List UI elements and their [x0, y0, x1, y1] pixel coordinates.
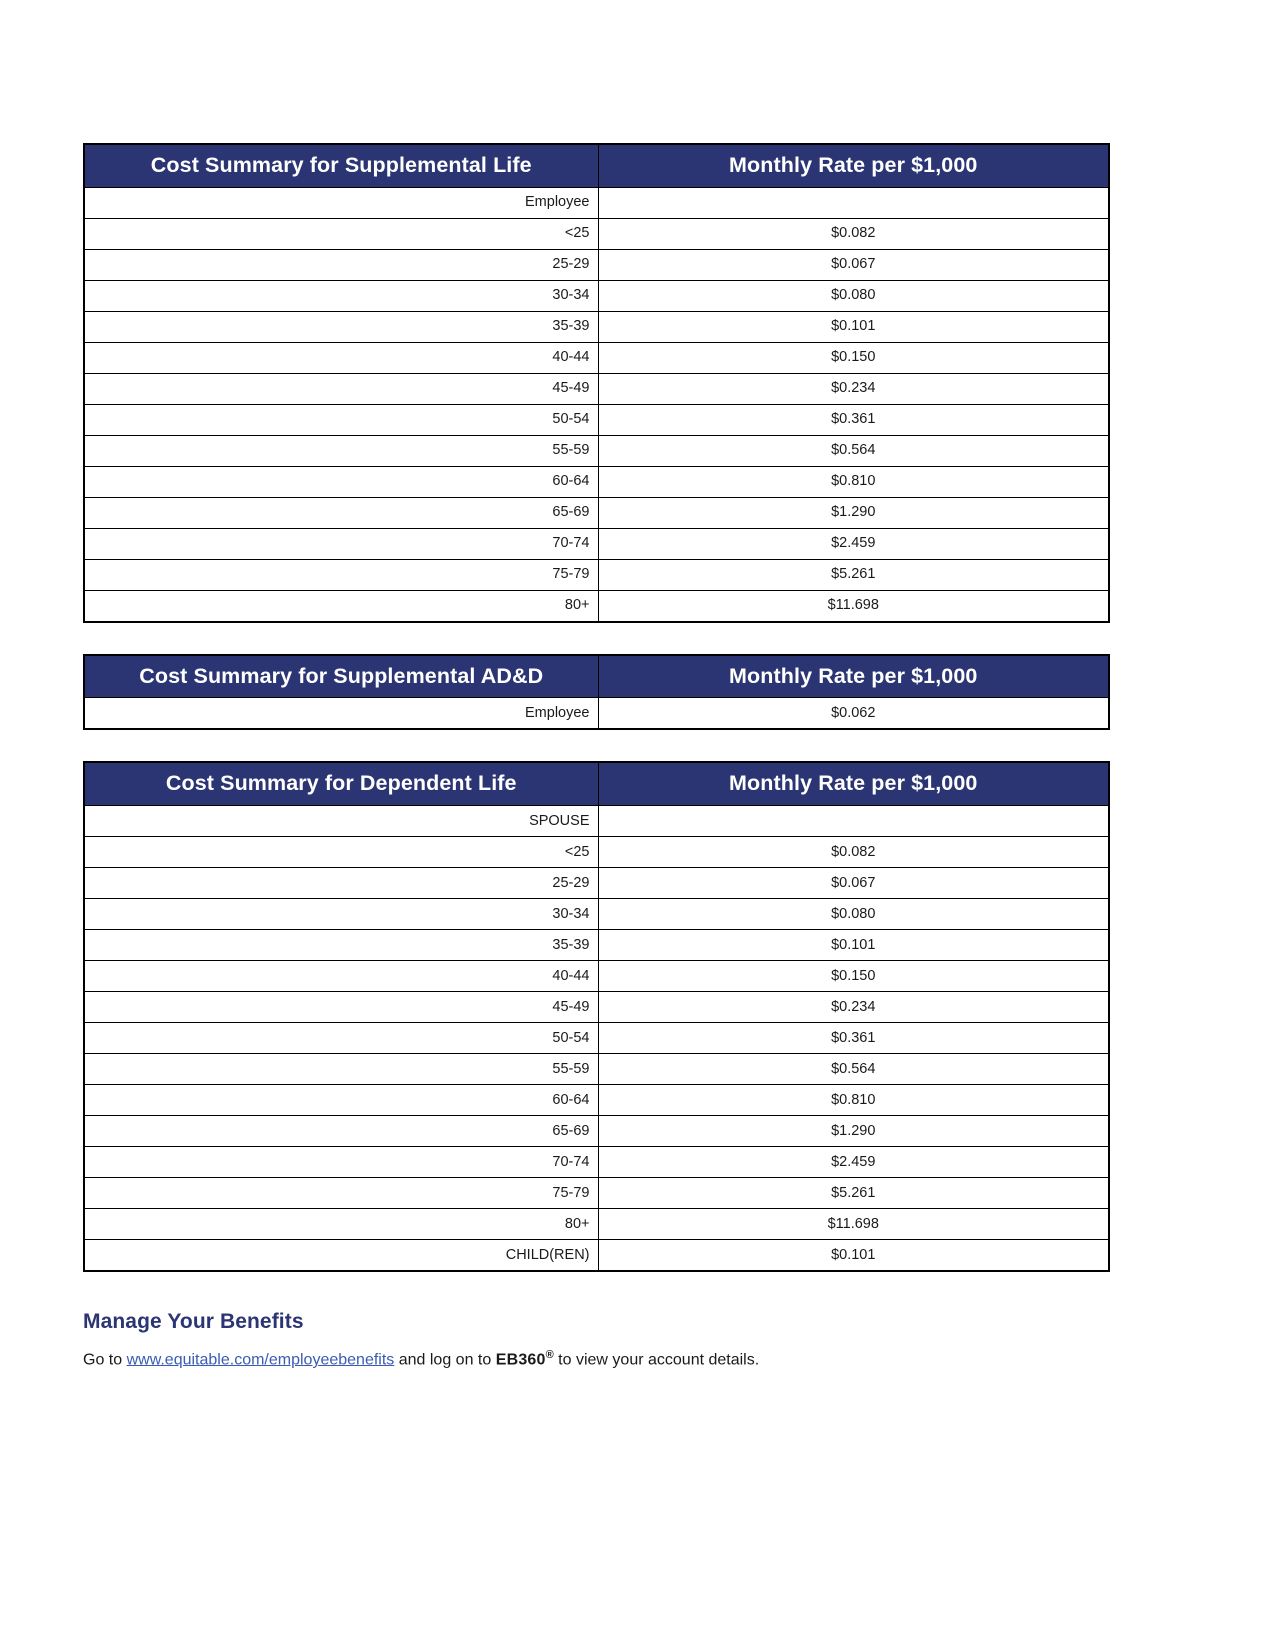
- monthly-rate-value: $0.564: [598, 1054, 1109, 1085]
- table-rate-header-supplemental-life: Monthly Rate per $1,000: [598, 144, 1109, 187]
- age-band-label: 80+: [84, 590, 598, 622]
- footer-text-after: to view your account details.: [553, 1351, 760, 1369]
- table-row: [84, 528, 1109, 559]
- age-band-label: 40-44: [84, 961, 598, 992]
- age-band-label: CHILD(REN): [84, 1240, 598, 1272]
- rate-table-supplemental-life: [83, 143, 1110, 623]
- age-band-label: 50-54: [84, 1023, 598, 1054]
- table-row: [84, 1209, 1109, 1240]
- table-row: [84, 698, 1109, 730]
- age-band-label: 70-74: [84, 528, 598, 559]
- table-row: [84, 1116, 1109, 1147]
- table-row: [84, 404, 1109, 435]
- table-row: [84, 249, 1109, 280]
- monthly-rate-value: $0.101: [598, 930, 1109, 961]
- monthly-rate-value: $0.361: [598, 404, 1109, 435]
- monthly-rate-value: $0.067: [598, 868, 1109, 899]
- monthly-rate-value: $2.459: [598, 1147, 1109, 1178]
- age-band-label: 80+: [84, 1209, 598, 1240]
- table-row: [84, 311, 1109, 342]
- monthly-rate-value: $0.810: [598, 1085, 1109, 1116]
- monthly-rate-value: $0.082: [598, 218, 1109, 249]
- table-row: [84, 187, 1109, 218]
- table-row: [84, 559, 1109, 590]
- table-row: [84, 837, 1109, 868]
- monthly-rate-value: [598, 187, 1109, 218]
- table-title-dependent-life: Cost Summary for Dependent Life: [84, 762, 598, 805]
- monthly-rate-value: $0.361: [598, 1023, 1109, 1054]
- age-band-label: 45-49: [84, 373, 598, 404]
- table-rate-header-supplemental-addd: Monthly Rate per $1,000: [598, 655, 1109, 698]
- footer-text-before: Go to: [83, 1351, 127, 1369]
- age-band-label: 75-79: [84, 559, 598, 590]
- age-band-label: 65-69: [84, 497, 598, 528]
- table-row: [84, 1085, 1109, 1116]
- table-row: [84, 466, 1109, 497]
- monthly-rate-value: [598, 806, 1109, 837]
- age-band-label: 70-74: [84, 1147, 598, 1178]
- age-band-label: 30-34: [84, 899, 598, 930]
- monthly-rate-value: $0.564: [598, 435, 1109, 466]
- table-row: [84, 218, 1109, 249]
- table-header-row: [84, 144, 1109, 187]
- age-band-label: 35-39: [84, 930, 598, 961]
- table-row: [84, 1054, 1109, 1085]
- table-row: [84, 899, 1109, 930]
- monthly-rate-value: $5.261: [598, 1178, 1109, 1209]
- table-row: [84, 1147, 1109, 1178]
- table-header-row: [84, 655, 1109, 698]
- age-band-label: 25-29: [84, 249, 598, 280]
- age-band-label: SPOUSE: [84, 806, 598, 837]
- age-band-label: 60-64: [84, 1085, 598, 1116]
- table-row: [84, 930, 1109, 961]
- monthly-rate-value: $11.698: [598, 590, 1109, 622]
- table-title-supplemental-addd: Cost Summary for Supplemental AD&D: [84, 655, 598, 698]
- monthly-rate-value: $0.080: [598, 280, 1109, 311]
- age-band-label: 50-54: [84, 404, 598, 435]
- age-band-label: Employee: [84, 698, 598, 730]
- age-band-label: 35-39: [84, 311, 598, 342]
- rate-table-supplemental-addd: [83, 654, 1110, 731]
- rate-tables-container: [83, 143, 1108, 1272]
- monthly-rate-value: $0.067: [598, 249, 1109, 280]
- monthly-rate-value: $0.062: [598, 698, 1109, 730]
- age-band-label: 65-69: [84, 1116, 598, 1147]
- monthly-rate-value: $0.082: [598, 837, 1109, 868]
- table-header-row: [84, 762, 1109, 805]
- manage-benefits-heading: Manage Your Benefits: [83, 1310, 304, 1333]
- age-band-label: 55-59: [84, 1054, 598, 1085]
- monthly-rate-value: $2.459: [598, 528, 1109, 559]
- age-band-label: 60-64: [84, 466, 598, 497]
- age-band-label: <25: [84, 218, 598, 249]
- monthly-rate-value: $0.234: [598, 373, 1109, 404]
- rate-table-dependent-life: [83, 761, 1110, 1272]
- table-row: [84, 1023, 1109, 1054]
- table-row: [84, 1178, 1109, 1209]
- age-band-label: 30-34: [84, 280, 598, 311]
- table-row: [84, 590, 1109, 622]
- age-band-label: 45-49: [84, 992, 598, 1023]
- monthly-rate-value: $5.261: [598, 559, 1109, 590]
- table-row: [84, 342, 1109, 373]
- age-band-label: <25: [84, 837, 598, 868]
- age-band-label: 75-79: [84, 1178, 598, 1209]
- monthly-rate-value: $0.080: [598, 899, 1109, 930]
- table-row: [84, 373, 1109, 404]
- table-row: [84, 280, 1109, 311]
- monthly-rate-value: $1.290: [598, 1116, 1109, 1147]
- table-row: [84, 497, 1109, 528]
- monthly-rate-value: $0.150: [598, 961, 1109, 992]
- monthly-rate-value: $0.101: [598, 311, 1109, 342]
- monthly-rate-value: $11.698: [598, 1209, 1109, 1240]
- monthly-rate-value: $1.290: [598, 497, 1109, 528]
- age-band-label: 55-59: [84, 435, 598, 466]
- monthly-rate-value: $0.810: [598, 466, 1109, 497]
- table-title-supplemental-life: Cost Summary for Supplemental Life: [84, 144, 598, 187]
- table-rate-header-dependent-life: Monthly Rate per $1,000: [598, 762, 1109, 805]
- age-band-label: 25-29: [84, 868, 598, 899]
- manage-benefits-section: [83, 1310, 1133, 1371]
- monthly-rate-value: $0.150: [598, 342, 1109, 373]
- table-row: [84, 1240, 1109, 1272]
- equitable-employeebenefits-link[interactable]: www.equitable.com/employeebenefits: [126, 1351, 395, 1369]
- table-row: [84, 435, 1109, 466]
- monthly-rate-value: $0.234: [598, 992, 1109, 1023]
- monthly-rate-value: $0.101: [598, 1240, 1109, 1272]
- table-row: [84, 961, 1109, 992]
- table-row: [84, 992, 1109, 1023]
- table-row: [84, 806, 1109, 837]
- age-band-label: 40-44: [84, 342, 598, 373]
- eb360-product-name: EB360: [495, 1351, 546, 1369]
- footer-text-middle: and log on to: [394, 1351, 496, 1369]
- registered-trademark-icon: ®: [545, 1349, 554, 1361]
- manage-benefits-text: [83, 1348, 1133, 1371]
- table-row: [84, 868, 1109, 899]
- age-band-label: Employee: [84, 187, 598, 218]
